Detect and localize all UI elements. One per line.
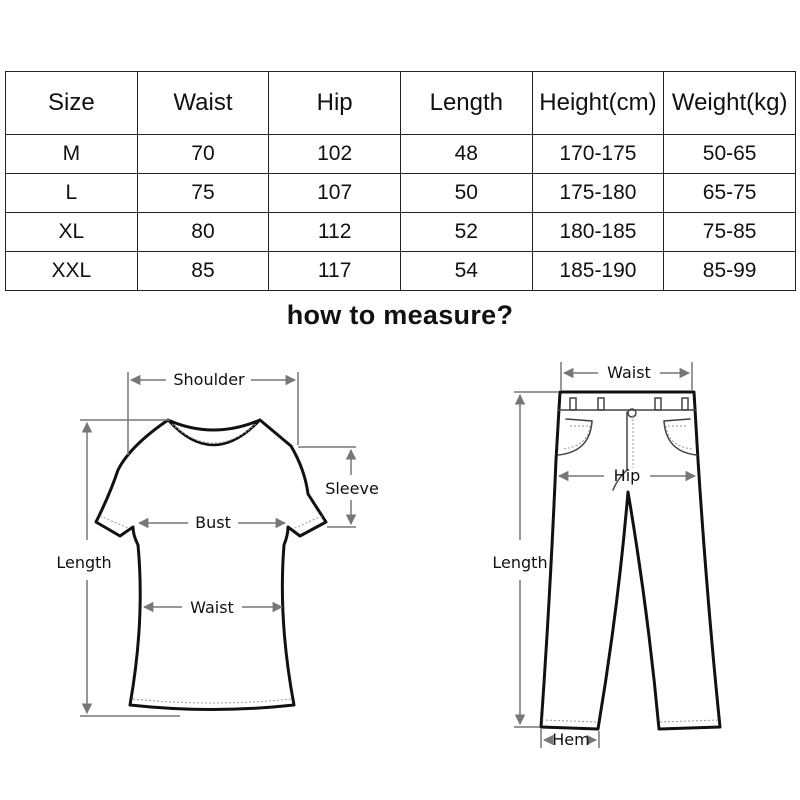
- pants-outline-icon: [541, 392, 720, 729]
- how-to-measure-title: how to measure?: [286, 300, 514, 330]
- pants-stitch-lines: [542, 415, 718, 722]
- cell-waist: 70: [137, 135, 269, 174]
- cell-height: 175-180: [532, 174, 664, 213]
- cell-size: L: [6, 174, 138, 213]
- cell-hip: 112: [269, 213, 401, 252]
- cell-waist: 85: [137, 252, 269, 291]
- cell-length: 54: [400, 252, 532, 291]
- cell-weight: 50-65: [664, 135, 796, 174]
- cell-weight: 75-85: [664, 213, 796, 252]
- header-size: Size: [6, 72, 138, 135]
- hip-label: Hip: [613, 466, 641, 485]
- header-height: Height(cm): [532, 72, 664, 135]
- shirt-waist-label: Waist: [190, 598, 234, 617]
- cell-height: 170-175: [532, 135, 664, 174]
- cell-hip: 107: [269, 174, 401, 213]
- hem-label: Hem: [552, 730, 590, 749]
- sleeve-label: Sleeve: [325, 479, 379, 498]
- bust-label: Bust: [195, 513, 231, 532]
- cell-size: XL: [6, 213, 138, 252]
- cell-waist: 75: [137, 174, 269, 213]
- cell-length: 48: [400, 135, 532, 174]
- cell-size: M: [6, 135, 138, 174]
- cell-height: 180-185: [532, 213, 664, 252]
- header-weight: Weight(kg): [664, 72, 796, 135]
- header-length: Length: [400, 72, 532, 135]
- tshirt-stitch-lines: [100, 424, 322, 703]
- cell-length: 50: [400, 174, 532, 213]
- cell-waist: 80: [137, 213, 269, 252]
- cell-height: 185-190: [532, 252, 664, 291]
- cell-hip: 117: [269, 252, 401, 291]
- cell-weight: 65-75: [664, 174, 796, 213]
- cell-length: 52: [400, 213, 532, 252]
- header-hip: Hip: [269, 72, 401, 135]
- shirt-length-label: Length: [56, 553, 112, 572]
- pants-waist-label: Waist: [607, 363, 651, 382]
- tshirt-outline-icon: [96, 420, 326, 710]
- cell-size: XXL: [6, 252, 138, 291]
- cell-hip: 102: [269, 135, 401, 174]
- header-waist: Waist: [137, 72, 269, 135]
- cell-weight: 85-99: [664, 252, 796, 291]
- pants-length-label: Length: [492, 553, 548, 572]
- shoulder-label: Shoulder: [173, 370, 245, 389]
